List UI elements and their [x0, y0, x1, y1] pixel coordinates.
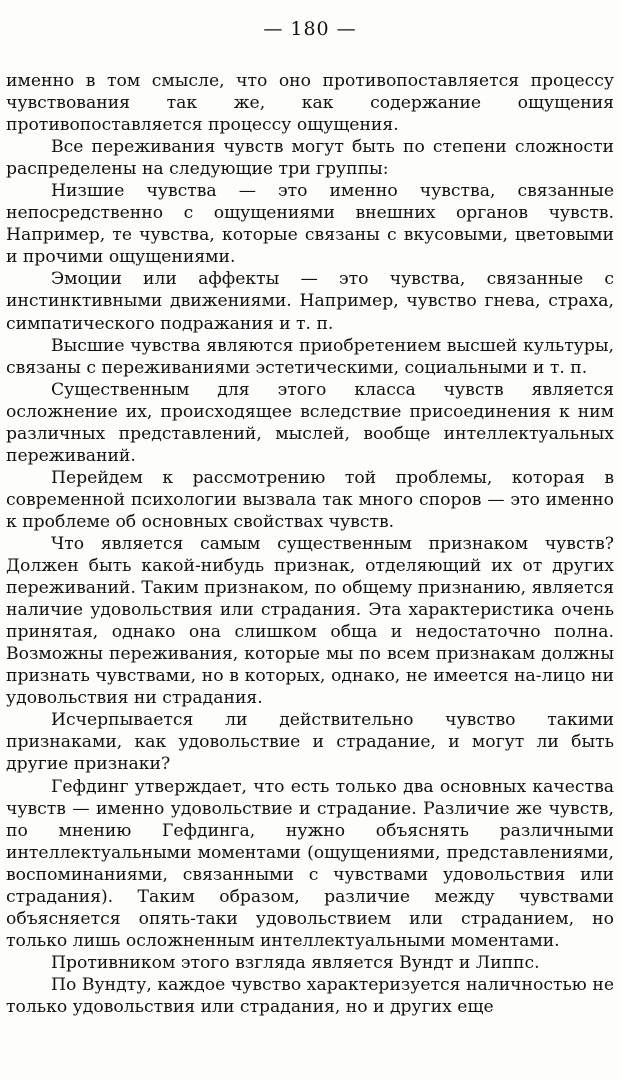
paragraph-complication: Существенным для этого класса чувств является осложнение их, происходящее вследствие присоединения к ним различных представлений, мыслей, вообще интеллектуальных переживаний. — [6, 379, 614, 466]
paragraph-continuation: именно в том смысле, что оно противопоставляется процессу чувствования так же, как содержание ощущения противопоставляется процессу ощущения. — [6, 71, 614, 136]
paragraph-opponents: Противником этого взгляда является Вундт и Липпс. — [51, 952, 540, 973]
paragraph-question: Исчерпывается ли действительно чувство такими признаками, как удовольствие и страдание, и могут ли быть другие признаки? — [6, 710, 614, 775]
paragraph-higher-feelings: Высшие чувства являются приобретением высшей культуры, связаны с переживаниями эстетическими, социальными и т. п. — [6, 335, 614, 378]
paragraph-main-sign: Что является самым существенным признаком чувств? Должен быть какой-нибудь признак, отделяющий их от других переживаний. Таким признаком, по общему признанию, является наличие удовольствия или страдания. Эта характеристика очень принятая, однако она слишком обща и недостаточно полна. Возможны переживания, которые мы по всем признакам должны признать чувствами, но в которых, однако, не имеется на-лицо ни удовольствия ни страдания. — [6, 533, 614, 709]
body-text — [6, 70, 614, 1018]
paragraph-lower-feelings: Низшие чувства — это именно чувства, связанные непосредственно с ощущениями внешних органов чувств. Например, те чувства, которые связаны с вкусовыми, цветовыми и прочими ощущениями. — [6, 181, 614, 268]
paragraph-emotions: Эмоции или аффекты — это чувства, связанные с инстинктивными движениями. Например, чувство гнева, страха, симпатического подражания и т. п. — [6, 269, 614, 334]
paragraph-wundt: По Вундту, каждое чувство характеризуется наличностью не только удовольствия или страдания, но и других еще — [6, 974, 614, 1017]
paragraph-problem: Перейдем к рассмотрению той проблемы, которая в современной психологии вызвала так много споров — это именно к проблеме об основных свойствах чувств. — [6, 467, 614, 532]
paragraph-hoffding: Гефдинг утверждает, что есть только два основных качества чувств — именно удовольствие и страдание. Различие же чувств, по мнению Гефдинга, нужно объяснять различными интеллектуальными моментами (ощущениями, представлениями, воспоминаниями, связанными с чувствами удовольствия или страдания). Таким образом, различие между чувствами объясняется опять-таки удовольствием или страданием, но только лишь осложненным интеллектуальными моментами. — [6, 776, 614, 951]
page-number: — 180 — — [263, 18, 357, 40]
paragraph-groups-intro: Все переживания чувств могут быть по степени сложности распределены на следующие три группы: — [6, 137, 614, 180]
